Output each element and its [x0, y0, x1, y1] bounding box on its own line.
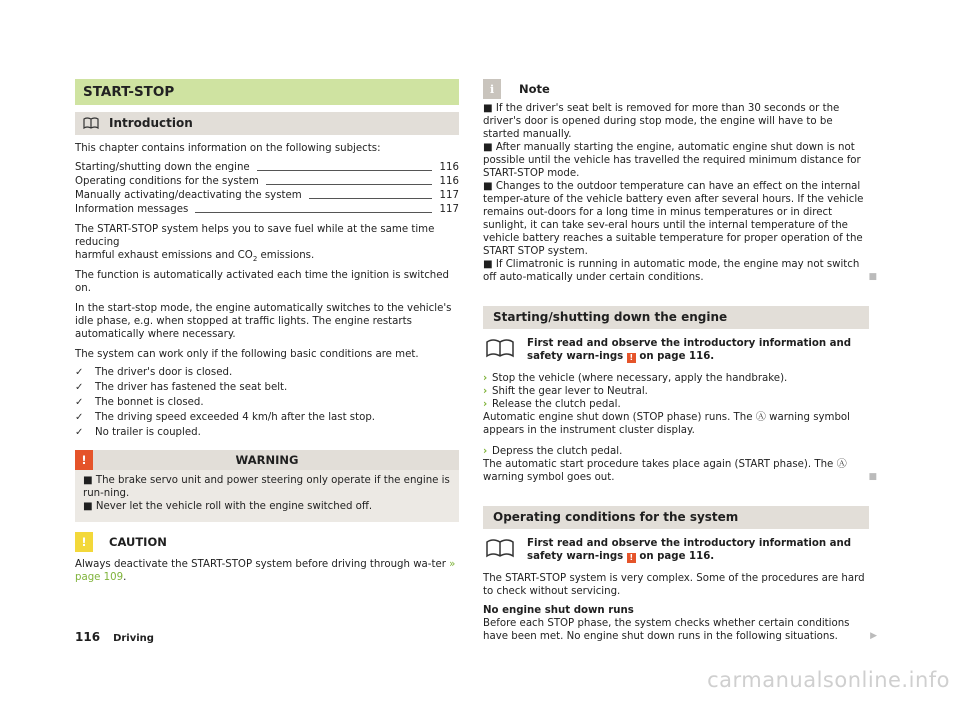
left-column	[75, 79, 459, 584]
subheading-no-shutdown: No engine shut down runs	[483, 605, 634, 616]
toc-row[interactable]	[75, 188, 459, 202]
chapter-title: START-STOP	[75, 79, 459, 105]
list-item: ✓ The driver has fastened the seat belt.	[75, 382, 288, 393]
toc-label: Operating conditions for the system	[75, 176, 259, 187]
note-box	[483, 102, 877, 284]
end-mark-icon: ■	[868, 272, 877, 282]
check-icon: ✓	[75, 382, 84, 393]
intro-text: This chapter contains information on the following subjects:	[75, 143, 381, 154]
conditions-list	[75, 365, 459, 440]
page-number: 116	[75, 630, 101, 644]
note-item: ■ If Climatronic is running in automatic mode, the engine may not switch off auto-matically under certain conditions. ■	[483, 259, 877, 283]
read-first-notice: First read and observe the introductory information and safety warn-ings ! on page 116.	[483, 337, 869, 363]
paragraph-activation: The function is automatically activated each time the ignition is switched on.	[75, 270, 450, 294]
toc-row[interactable]	[75, 202, 459, 216]
warning-icon: !	[75, 450, 93, 470]
list-item: ✓ No trailer is coupled.	[75, 427, 201, 438]
caution-title: CAUTION	[109, 535, 167, 549]
table-of-contents	[75, 160, 459, 216]
toc-label: Manually activating/deactivating the system	[75, 190, 302, 201]
list-item: ✓ The driving speed exceeded 4 km/h after the last stop.	[75, 412, 376, 423]
check-icon: ✓	[75, 367, 84, 378]
note-item: ■ After manually starting the engine, automatic engine shut down is not possible until the vehicle has travelled the required minimum distance for START-STOP mode.	[483, 142, 861, 179]
caution-icon: !	[75, 532, 93, 552]
toc-label: Information messages	[75, 204, 189, 215]
page-link[interactable]: » page 109	[75, 559, 456, 583]
toc-page: 116	[439, 162, 459, 173]
toc-row[interactable]	[75, 174, 459, 188]
warning-item: ■ Never let the vehicle roll with the engine switched off.	[83, 501, 373, 512]
paragraph-system: The START-STOP system helps you to save fuel while at the same time reducing harmful exhaust emissions and $CO_2$ emissions.	[75, 224, 435, 264]
caution-heading	[75, 532, 459, 552]
toc-page: 117	[439, 190, 459, 201]
book-icon	[83, 114, 99, 137]
right-column	[483, 79, 877, 643]
warning-icon: !	[627, 353, 636, 363]
paragraph-start-phase: The automatic start procedure takes place again (START phase). The Ⓐ warning symbol goes out. ■	[483, 459, 877, 483]
intro-heading	[75, 112, 459, 135]
end-mark-icon: ■	[868, 472, 877, 482]
list-item: › Release the clutch pedal.	[483, 399, 621, 410]
section-heading-conditions: Operating conditions for the system	[483, 506, 869, 529]
steps-stop	[483, 372, 869, 411]
arrow-icon: ›	[483, 386, 488, 397]
paragraph-start-stop-mode: In the start-stop mode, the engine automatically switches to the vehicle's idle phase, e.g. when stopped at traffic lights. The engine restarts automatically where necessary.	[75, 303, 452, 340]
list-item: › Depress the clutch pedal.	[483, 446, 623, 457]
page-footer	[75, 629, 154, 645]
paragraph-stop-phase: Automatic engine shut down (STOP phase) runs. The Ⓐ warning symbol appears in the instrument cluster display.	[483, 412, 850, 436]
list-item: › Stop the vehicle (where necessary, apply the handbrake).	[483, 373, 788, 384]
note-title: Note	[519, 82, 550, 96]
caution-text: Always deactivate the START-STOP system before driving through wa-ter » page 109.	[75, 559, 456, 583]
toc-page: 117	[439, 204, 459, 215]
paragraph-conditions: The system can work only if the following basic conditions are met.	[75, 349, 419, 360]
watermark: carmanualsonline.info	[707, 668, 950, 692]
check-icon: ✓	[75, 397, 84, 408]
continue-icon: ▶	[870, 631, 877, 641]
paragraph-complex: The START-STOP system is very complex. Some of the procedures are hard to check without servicing.	[483, 573, 865, 597]
read-first-notice: First read and observe the introductory information and safety warn-ings ! on page 116.	[483, 537, 869, 563]
list-item: › Shift the gear lever to Neutral.	[483, 386, 648, 397]
warning-title: WARNING	[235, 453, 299, 467]
book-icon	[485, 338, 515, 363]
footer-section: Driving	[113, 633, 154, 644]
arrow-icon: ›	[483, 446, 488, 457]
note-item: ■ If the driver's seat belt is removed for more than 30 seconds or the driver's door is opened during stop mode, the engine will have to be started manually.	[483, 103, 840, 140]
toc-label: Starting/shutting down the engine	[75, 162, 250, 173]
check-icon: ✓	[75, 427, 84, 438]
intro-title: Introduction	[109, 116, 193, 130]
note-heading	[483, 79, 869, 99]
warning-box	[75, 470, 459, 522]
warning-item: ■ The brake servo unit and power steering only operate if the engine is run-ning.	[83, 475, 450, 499]
section-heading-starting: Starting/shutting down the engine	[483, 306, 869, 329]
toc-page: 116	[439, 176, 459, 187]
book-icon	[485, 538, 515, 563]
info-icon: i	[483, 79, 501, 99]
check-icon: ✓	[75, 412, 84, 423]
arrow-icon: ›	[483, 399, 488, 410]
list-item: ✓ The bonnet is closed.	[75, 397, 204, 408]
warning-heading	[75, 450, 459, 470]
warning-icon: !	[627, 553, 636, 563]
paragraph-checks: Before each STOP phase, the system checks whether certain conditions have been met. No engine shut down runs in the following situations. ▶	[483, 618, 877, 642]
toc-row[interactable]	[75, 160, 459, 174]
note-item: ■ Changes to the outdoor temperature can have an effect on the internal temper-ature of the vehicle battery even after several hours. If the vehicle remains out-doors for a long time in minus temperatures or in direct sunlight, it can take sev-eral hours until the internal temperature of the vehicle battery reaches a suitable temperature for proper operation of the START STOP system.	[483, 181, 864, 257]
arrow-icon: ›	[483, 373, 488, 384]
list-item: ✓ The driver's door is closed.	[75, 367, 233, 378]
